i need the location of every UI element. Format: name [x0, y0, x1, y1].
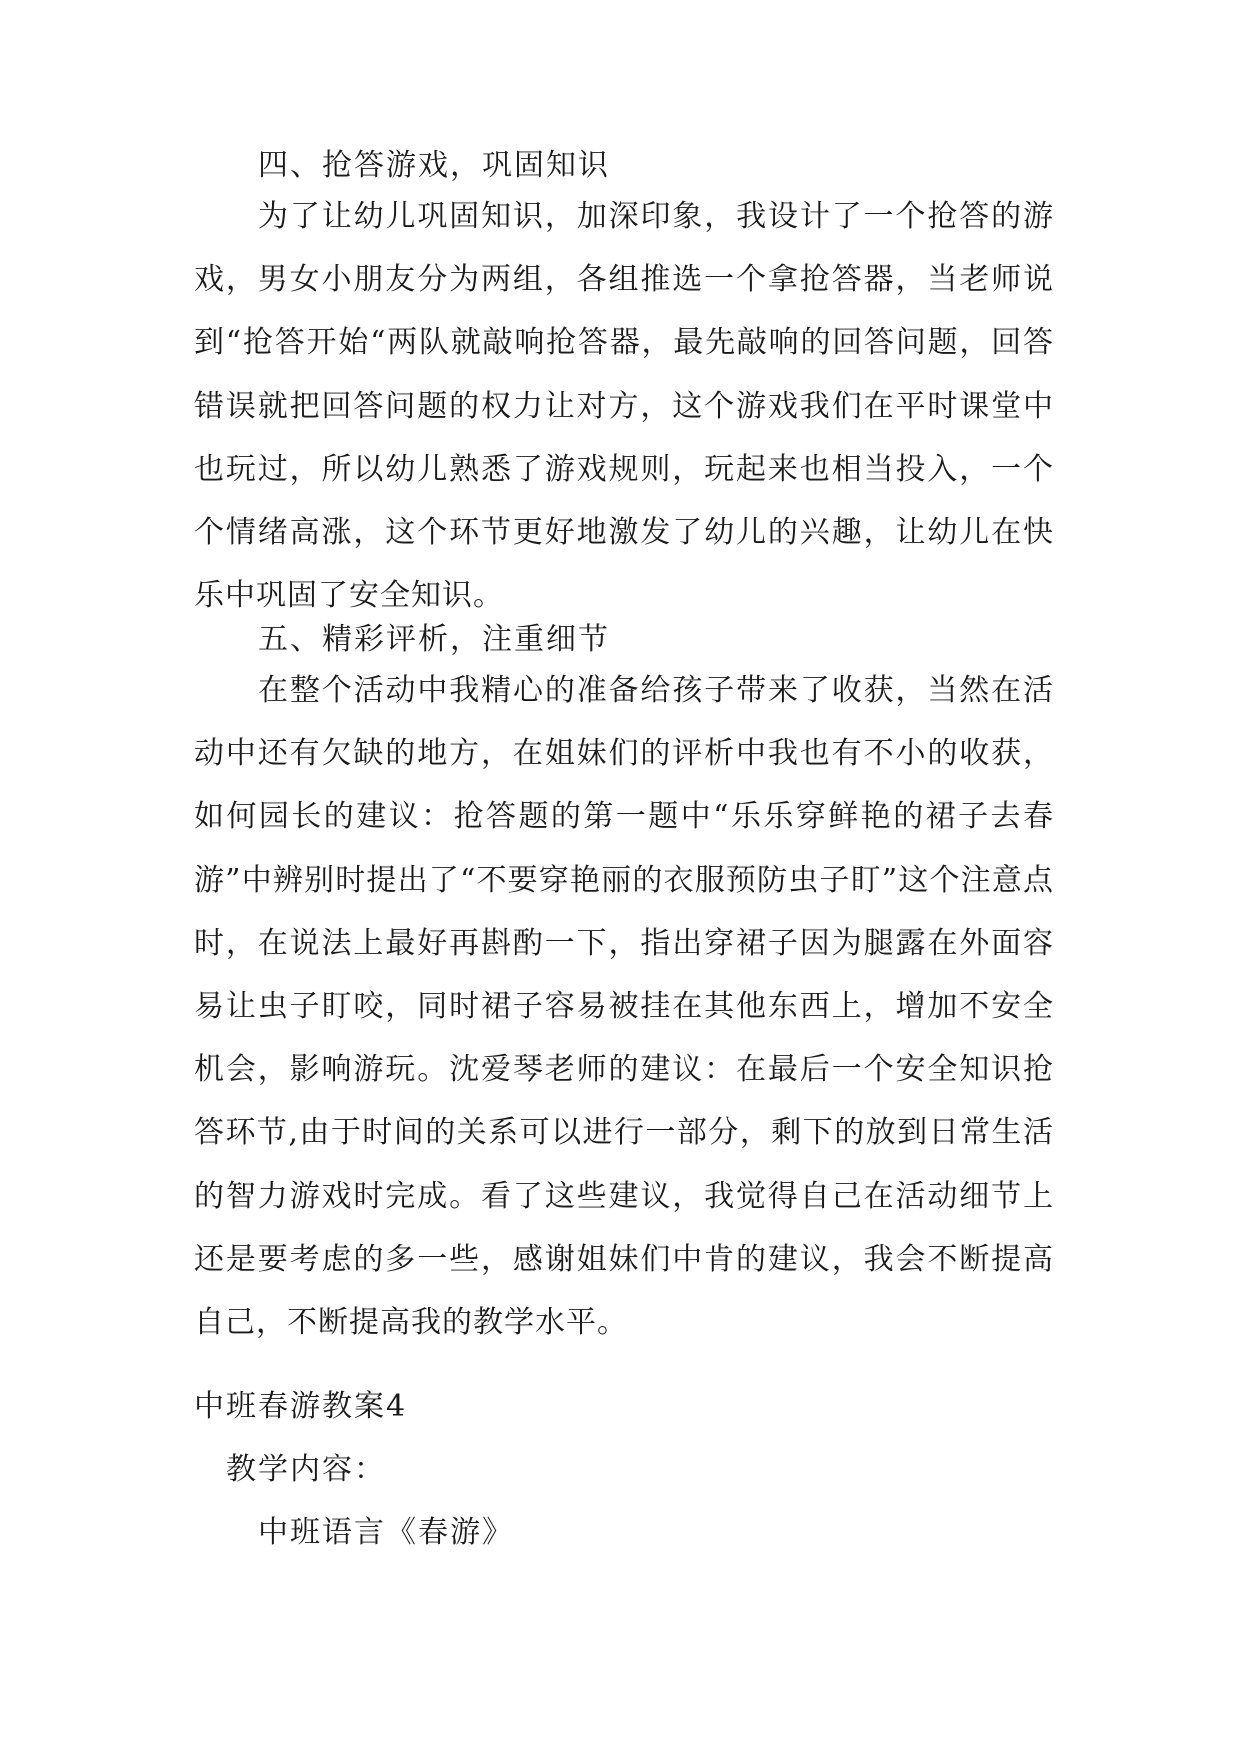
lesson-content-value: 中班语言《春游》 — [258, 1515, 514, 1550]
lesson-four-title: 中班春游教案4 — [194, 1389, 408, 1424]
lesson-content-label: 教学内容： — [226, 1452, 386, 1487]
section-five-paragraph: 在整个活动中我精心的准备给孩子带来了收获，当然在活动中还有欠缺的地方，在姐妹们的评析中我也有不小的收获，如何园长的建议：抢答题的第一题中“乐乐穿鲜艳的裙子去春游”中辨别时提出了“不要穿艳丽的衣服预防虫子盯”这个注意点时，在说法上最好再斟酌一下，指出穿裙子因为腿露在外面容易让虫子盯咬，同时裙子容易被挂在其他东西上，增加不安全机会，影响游玩。沈爱琴老师的建议：在最后一个安全知识抢答环节,由于时间的关系可以进行一部分，剩下的放到日常生活的智力游戏时完成。看了这些建议，我觉得自己在活动细节上还是要考虑的多一些，感谢姐妹们中肯的建议，我会不断提高自己，不断提高我的教学水平。 — [194, 673, 1054, 1341]
section-four-heading: 四、抢答游戏，巩固知识 — [258, 148, 610, 183]
section-five-heading: 五、精彩评析，注重细节 — [258, 622, 610, 657]
section-four-paragraph: 为了让幼儿巩固知识，加深印象，我设计了一个抢答的游戏，男女小朋友分为两组，各组推选一个拿抢答器，当老师说到“抢答开始“两队就敲响抢答器，最先敲响的回答问题，回答错误就把回答问题的权力让对方，这个游戏我们在平时课堂中也玩过，所以幼儿熟悉了游戏规则，玩起来也相当投入，一个个情绪高涨，这个环节更好地激发了幼儿的兴趣，让幼儿在快乐中巩固了安全知识。 — [194, 199, 1054, 614]
